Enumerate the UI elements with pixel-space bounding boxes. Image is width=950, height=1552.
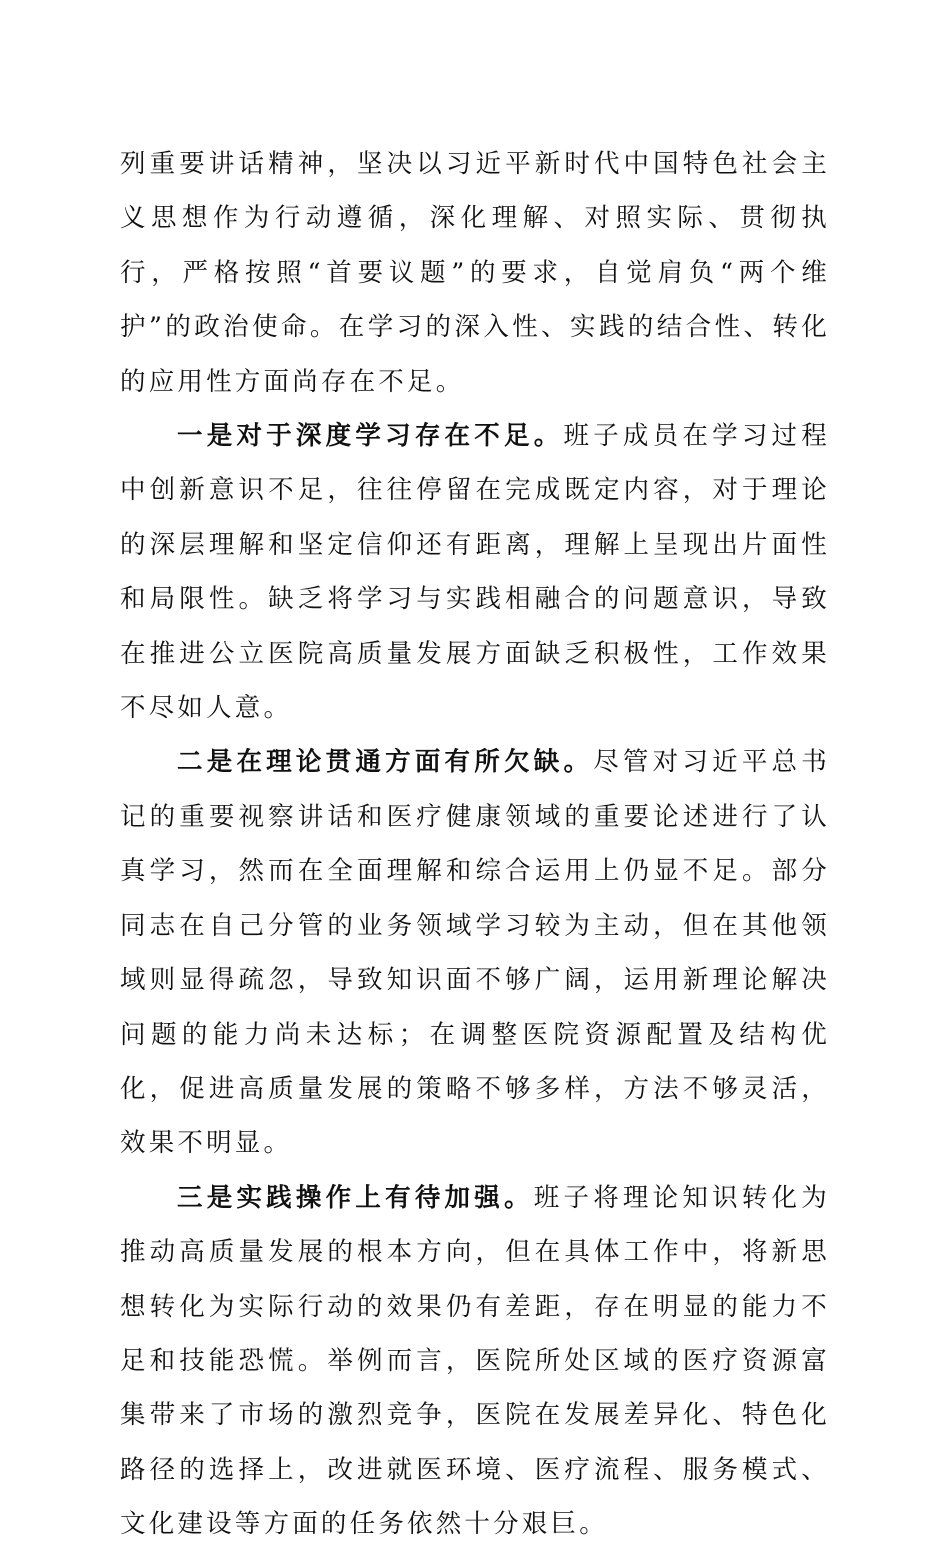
point-body-3: 班子将理论知识转化为推动高质量发展的根本方向，但在具体工作中，将新思想转化为实际行动的效果仍有差距，存在明显的能力不足和技能恐慌。举例而言，医院所处区域的医疗资源富集带来了市场的激烈竞争，医院在发展差异化、特色化路径的选择上，改进就医环境、医疗流程、服务模式、文化建设等方面的任务依然十分艰巨。 xyxy=(120,1182,830,1540)
point-body-2: 尽管对习近平总书记的重要视察讲话和医疗健康领域的重要论述进行了认真学习，然而在全面理解和综合运用上仍显不足。部分同志在自己分管的业务领域学习较为主动，但在其他领域则显得疏忽，导致知识面不够广阔，运用新理论解决问题的能力尚未达标；在调整医院资源配置及结构优化，促进高质量发展的策略不够多样，方法不够灵活，效果不明显。 xyxy=(120,747,830,1159)
point-paragraph-2 xyxy=(120,735,830,1170)
point-paragraph-3 xyxy=(120,1171,830,1552)
point-heading-2: 二是在理论贯通方面有所欠缺。 xyxy=(177,747,594,778)
intro-paragraph: 列重要讲话精神，坚决以习近平新时代中国特色社会主义思想作为行动遵循，深化理解、对照实际、贯彻执行，严格按照“首要议题”的要求，自觉肩负“两个维护”的政治使命。在学习的深入性、实践的结合性、转化的应用性方面尚存在不足。 xyxy=(120,149,830,397)
point-body-1: 班子成员在学习过程中创新意识不足，往往停留在完成既定内容，对于理论的深层理解和坚定信仰还有距离，理解上呈现出片面性和局限性。缺乏将学习与实践相融合的问题意识，导致在推进公立医院高质量发展方面缺乏积极性，工作效果不尽如人意。 xyxy=(120,421,830,724)
point-heading-3: 三是实践操作上有待加强。 xyxy=(177,1182,534,1213)
point-heading-1: 一是对于深度学习存在不足。 xyxy=(177,421,564,452)
point-paragraph-1 xyxy=(120,409,830,735)
document-body xyxy=(120,137,830,1552)
